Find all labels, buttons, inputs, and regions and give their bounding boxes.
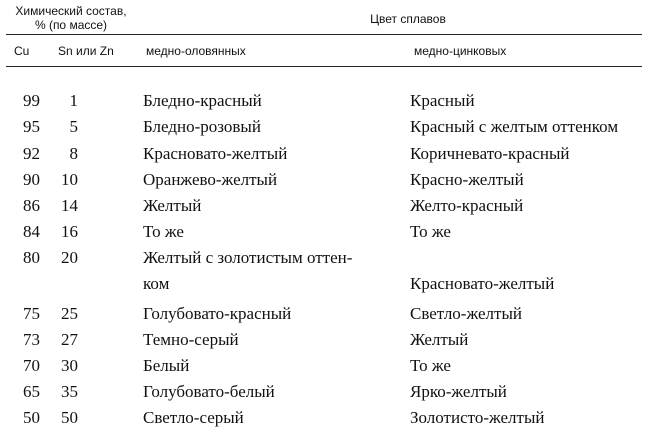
zinc-alloy-color: Красно-желтый — [410, 170, 524, 189]
zinc-alloy-color: То же — [410, 222, 451, 241]
cu-value: 73 — [23, 330, 40, 349]
zinc-alloy-color: Золотисто-желтый — [410, 408, 545, 427]
cu-value: 80 — [23, 248, 40, 267]
cu-value: 99 — [23, 91, 40, 110]
zinc-alloy-color: Красный — [410, 91, 475, 110]
tin-alloy-color: Белый — [143, 356, 190, 375]
sn-zn-value: 35 — [61, 382, 78, 401]
header-rule-long — [136, 34, 642, 35]
tin-alloy-color: Бледно-розовый — [143, 117, 261, 136]
sn-zn-value: 27 — [61, 330, 78, 349]
zinc-alloy-color: Коричневато-красный — [410, 144, 570, 163]
cu-value: 84 — [23, 222, 40, 241]
cu-column-header: Cu — [14, 44, 30, 58]
tin-alloy-color: Голубовато-красный — [143, 304, 292, 323]
zinc-alloy-color: Желто-красный — [410, 196, 524, 215]
zinc-alloy-color: Светло-желтый — [410, 304, 522, 323]
sn-zn-value: 5 — [69, 117, 78, 136]
tin-alloy-color: Желтый с золотистым оттен- — [143, 248, 353, 267]
sn-zn-value: 10 — [61, 170, 78, 189]
cu-value: 70 — [23, 356, 40, 375]
cu-value: 50 — [23, 408, 40, 427]
header-rule-short — [6, 34, 136, 35]
tin-alloy-column-header: медно-оловянных — [146, 44, 246, 58]
subheader-rule — [6, 66, 642, 67]
color-header-title: Цвет сплавов — [370, 12, 446, 26]
sn-zn-value: 30 — [61, 356, 78, 375]
tin-alloy-color: Красновато-желтый — [143, 144, 288, 163]
sn-zn-value: 1 — [69, 91, 78, 110]
cu-value: 90 — [23, 170, 40, 189]
zinc-alloy-color: Красный с желтым оттенком — [410, 117, 619, 136]
cu-value: 92 — [23, 144, 40, 163]
sn-zn-value: 14 — [61, 196, 78, 215]
zinc-alloy-color: Ярко-желтый — [410, 382, 507, 401]
tin-alloy-color: Темно-серый — [143, 330, 239, 349]
tin-alloy-color: Бледно-красный — [143, 91, 262, 110]
tin-alloy-color: Голубовато-белый — [143, 382, 275, 401]
sn-zn-column-header: Sn или Zn — [58, 44, 114, 58]
tin-alloy-color: Светло-серый — [143, 408, 244, 427]
tin-alloy-color: ком — [143, 274, 170, 293]
zinc-alloy-color: Желтый — [410, 330, 469, 349]
sn-zn-value: 8 — [69, 144, 78, 163]
cu-value: 95 — [23, 117, 40, 136]
composition-header-line1: Химический состав, — [15, 4, 127, 18]
cu-value: 65 — [23, 382, 40, 401]
tin-alloy-color: Оранжево-желтый — [143, 170, 278, 189]
sn-zn-value: 50 — [61, 408, 78, 427]
tin-alloy-color: Желтый — [143, 196, 202, 215]
zinc-alloy-color: То же — [410, 356, 451, 375]
sn-zn-value: 20 — [61, 248, 78, 267]
sn-zn-value: 25 — [61, 304, 78, 323]
tin-alloy-color: То же — [143, 222, 184, 241]
zinc-alloy-color: Красновато-желтый — [410, 274, 555, 293]
composition-header-line2: % (по массе) — [34, 18, 108, 32]
sn-zn-value: 16 — [61, 222, 78, 241]
cu-value: 86 — [23, 196, 40, 215]
zinc-alloy-column-header: медно-цинковых — [414, 44, 507, 58]
cu-value: 75 — [23, 304, 40, 323]
